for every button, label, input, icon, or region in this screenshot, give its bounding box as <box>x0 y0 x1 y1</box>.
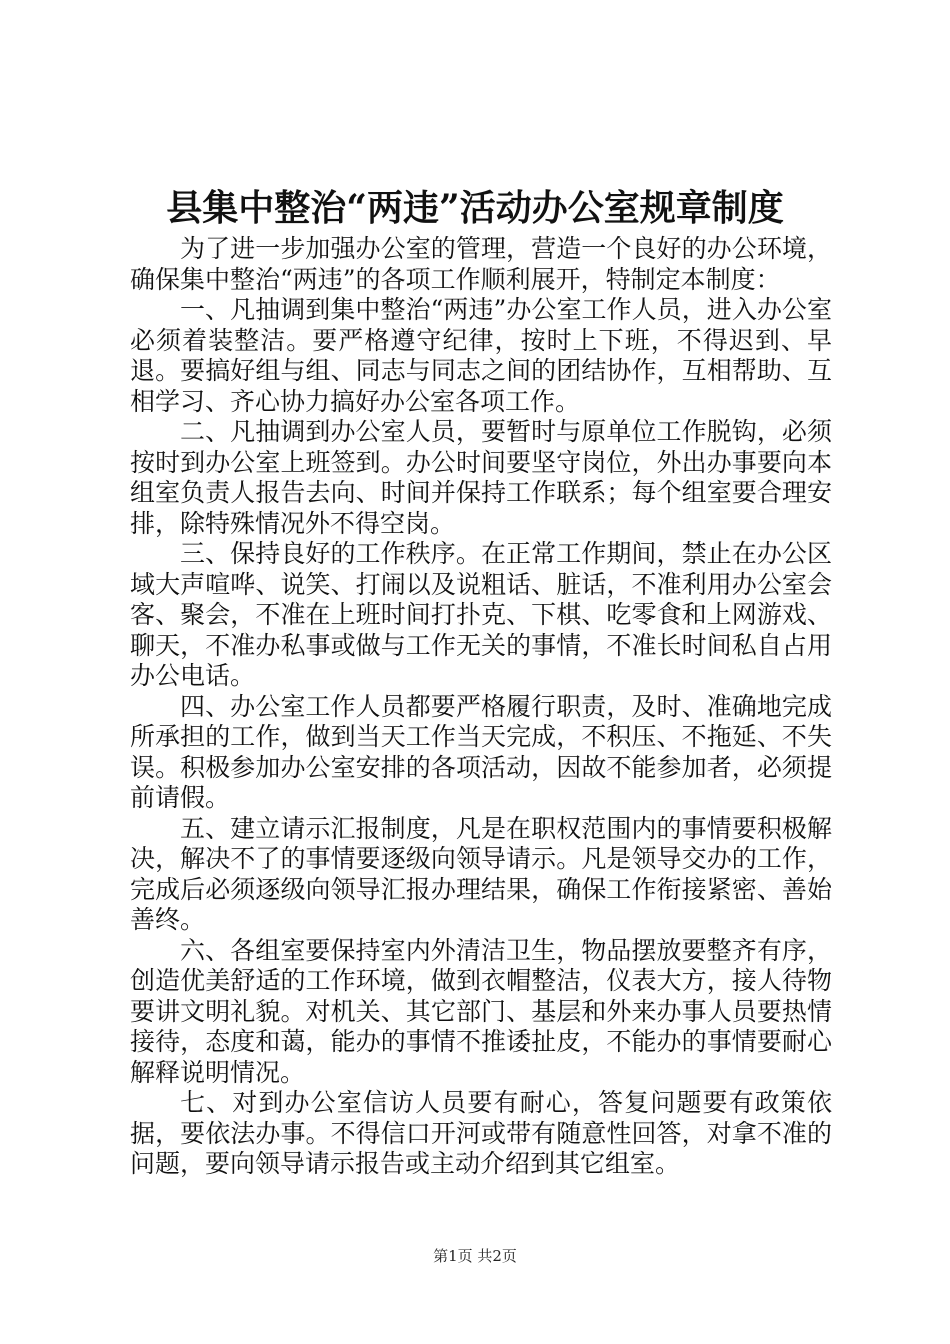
document-body <box>130 234 832 1180</box>
rule-paragraph-2: 二、凡抽调到办公室人员，要暂时与原单位工作脱钩，必须按时到办公室上班签到。办公时间要坚守岗位，外出办事要向本组室负责人报告去向、时间并保持工作联系；每个组室要合理安排，除特殊情况外不得空岗。 <box>130 417 832 538</box>
rule-paragraph-6: 六、各组室要保持室内外清洁卫生，物品摆放要整齐有序，创造优美舒适的工作环境，做到衣帽整洁，仪表大方，接人待物要讲文明礼貌。对机关、其它部门、基层和外来办事人员要热情接待，态度和蔼，能办的事情不推诿扯皮，不能办的事情要耐心解释说明情况。 <box>130 935 832 1087</box>
rule-paragraph-5: 五、建立请示汇报制度，凡是在职权范围内的事情要积极解决，解决不了的事情要逐级向领导请示。凡是领导交办的工作，完成后必须逐级向领导汇报办理结果，确保工作衔接紧密、善始善终。 <box>130 813 832 934</box>
document-title: 县集中整治“两违”活动办公室规章制度 <box>166 187 784 229</box>
intro-paragraph: 为了进一步加强办公室的管理，营造一个良好的办公环境，确保集中整治“两违”的各项工作顺利展开，特制定本制度： <box>130 234 832 294</box>
rule-paragraph-7: 七、对到办公室信访人员要有耐心，答复问题要有政策依据，要依法办事。不得信口开河或带有随意性回答，对拿不准的问题，要向领导请示报告或主动介绍到其它组室。 <box>130 1088 832 1178</box>
rule-paragraph-3: 三、保持良好的工作秩序。在正常工作期间，禁止在办公区域大声喧哗、说笑、打闹以及说粗话、脏话，不准利用办公室会客、聚会，不准在上班时间打扑克、下棋、吃零食和上网游戏、聊天，不准办私事或做与工作无关的事情，不准长时间私自占用办公电话。 <box>130 539 832 690</box>
rule-paragraph-1: 一、凡抽调到集中整治“两违”办公室工作人员，进入办公室必须着装整洁。要严格遵守纪律，按时上下班，不得迟到、早退。要搞好组与组、同志与同志之间的团结协作，互相帮助、互相学习、齐心协力搞好办公室各项工作。 <box>130 295 832 416</box>
page-number-footer: 第1页 共2页 <box>433 1247 517 1265</box>
rule-paragraph-4: 四、办公室工作人员都要严格履行职责，及时、准确地完成所承担的工作，做到当天工作当天完成，不积压、不拖延、不失误。积极参加办公室安排的各项活动，因故不能参加者，必须提前请假。 <box>130 691 832 812</box>
